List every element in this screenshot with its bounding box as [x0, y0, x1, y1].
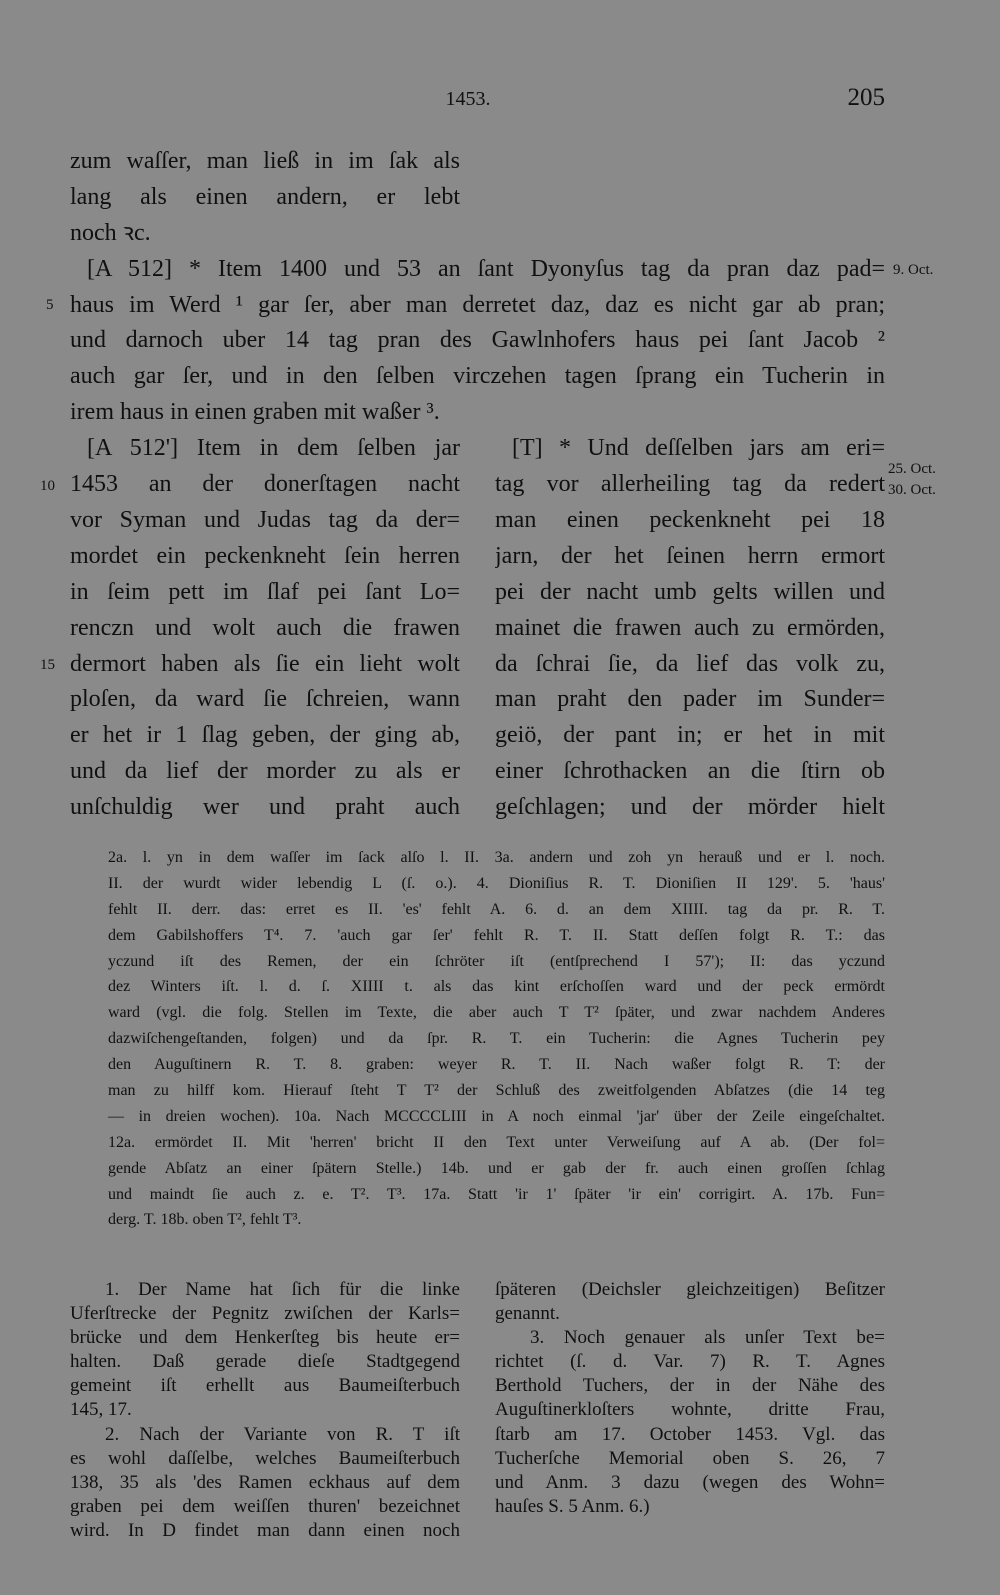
main-text-left-column	[70, 431, 460, 826]
variant-line: 2a. l. yn in dem waſſer im ſack alſo l. II. 3a. andern und zoh yn herauß und er l. noch.	[108, 849, 885, 866]
margin-date: 30. Oct.	[888, 482, 936, 498]
footnote-line: Auguſtinerkloſters wohnte, dritte Frau,	[495, 1399, 885, 1421]
line-number: 5	[46, 297, 54, 313]
main-text-line: 1453 an der donerſtagen nacht	[70, 471, 460, 498]
variant-line: und maindt ſie auch z. e. T². T³. 17a. Statt 'ir 1' ſpäter 'ir ein' corrigirt. A. 17b. Fun=	[108, 1185, 885, 1203]
main-text-line: [T] * Und deſſelben jars am eri=	[512, 435, 885, 462]
footnotes-left-column	[70, 1278, 460, 1543]
main-text-line: mainet die frawen auch zu ermörden,	[495, 614, 885, 641]
footnote-line: 145, 17.	[70, 1399, 132, 1421]
page-number: 205	[847, 84, 885, 111]
main-text-line: und darnoch uber 14 tag pran des Gawlnhofers haus pei ſant Jacob ²	[70, 327, 885, 354]
footnote-line: hauſes S. 5 Anm. 6.)	[495, 1495, 650, 1517]
variant-line: — in dreien wochen). 10a. Nach MCCCCLIII in A noch einmal 'jar' über der Zeile eingeſchaltet.	[108, 1107, 885, 1125]
variant-line: yczund iſt des Remen, der ein ſchröter iſt (entſprechend I 57'); II: das yczund	[108, 952, 885, 970]
variant-line: fehlt II. derr. das: erret es II. 'es' fehlt A. 6. d. an dem XIIII. tag da pr. R. T.	[108, 900, 885, 918]
footnote-line: graben pei dem weiſſen thuren' bezeichnet	[70, 1495, 460, 1517]
main-text-line: und da lief der morder zu als er	[70, 758, 460, 785]
footnote-line: ſtarb am 17. October 1453. Vgl. das	[495, 1423, 885, 1445]
margin-date: 9. Oct.	[893, 262, 934, 278]
main-text-full-width-block	[70, 252, 885, 431]
main-text-line: man einen peckenkneht pei 18	[495, 506, 885, 533]
main-text-line: lang als einen andern, er lebt	[70, 183, 460, 210]
footnote-line: Uferſtrecke der Pegnitz zwiſchen der Karls=	[70, 1303, 460, 1325]
footnote-line: 3. Noch genauer als unſer Text be=	[530, 1327, 885, 1349]
footnote-line: 1. Der Name hat ſich für die linke	[105, 1279, 460, 1300]
main-text-line: noch ꝛc.	[70, 219, 151, 246]
footnote-line: und Anm. 3 dazu (wegen des Wohn=	[495, 1471, 885, 1493]
main-text-line: irem haus in einen graben mit waßer ³.	[70, 399, 440, 426]
main-text-line: geiö, der pant in; er het in mit	[495, 722, 885, 749]
variant-line: 12a. ermördet II. Mit 'herren' bricht II den Text unter Verweiſung auf A ab. (Der fol=	[108, 1133, 885, 1151]
variant-apparatus	[108, 845, 885, 1233]
variant-line: dem Gabilshoffers T⁴. 7. 'auch gar ſer' fehlt R. T. II. Statt deſſen folgt R. T.: das	[108, 926, 885, 944]
main-text-line: haus im Werd ¹ gar ſer, aber man derretet daz, daz es nicht gar ab pran;	[70, 291, 885, 318]
main-text-line: tag vor allerheiling tag da redert	[495, 471, 885, 498]
line-number: 15	[40, 657, 55, 673]
footnote-line: es wohl daſſelbe, welches Baumeiſterbuch	[70, 1447, 460, 1469]
main-text-line: [A 512'] Item in dem ſelben jar	[87, 435, 460, 462]
main-text-line: geſchlagen; und der mörder hielt	[495, 794, 885, 821]
variant-line: ward (vgl. die folg. Stellen im Texte, die aber auch T T² ſpäter, und zwar nachdem Anderes	[108, 1004, 885, 1022]
footnote-line: ſpäteren (Deichsler gleichzeitigen) Beſitzer	[495, 1279, 885, 1300]
variant-line: derg. T. 18b. oben T², fehlt T³.	[108, 1211, 302, 1229]
running-head-year: 1453.	[445, 88, 491, 110]
main-text-line: unſchuldig wer und praht auch	[70, 794, 460, 821]
footnote-line: genannt.	[495, 1303, 560, 1325]
main-text-line: pei der nacht umb gelts willen und	[495, 578, 885, 605]
main-text-line: renczn und wolt auch die frawen	[70, 614, 460, 641]
variant-line: II. der wurdt wider lebendig L (ſ. o.). 4. Dioniſius R. T. Dioniſien II 129'. 5. 'haus'	[108, 874, 885, 892]
footnote-line: 2. Nach der Variante von R. T iſt	[105, 1423, 460, 1445]
main-text-line: [A 512] * Item 1400 und 53 an ſant Dyonyſus tag da pran daz pad=	[87, 255, 885, 282]
footnotes-right-column	[495, 1278, 885, 1519]
main-text-right-column	[495, 431, 885, 826]
main-text-top-block	[70, 144, 460, 252]
margin-date: 25. Oct.	[888, 461, 936, 477]
main-text-line: auch gar ſer, und in den ſelben virczehen tagen ſprang ein Tucherin in	[70, 363, 885, 390]
variant-line: gende Abſatz an einer ſpätern Stelle.) 14b. und er gab der fr. auch einen groſſen ſchlag	[108, 1159, 885, 1177]
main-text-line: ploſen, da ward ſie ſchreien, wann	[70, 686, 460, 713]
main-text-line: man praht den pader im Sunder=	[495, 686, 885, 713]
line-number: 10	[40, 478, 55, 494]
main-text-line: dermort haben als ſie ein lieht wolt	[70, 650, 460, 677]
main-text-line: in ſeim pett im ſlaf pei ſant Lo=	[70, 578, 460, 605]
footnote-line: Berthold Tuchers, der in der Nähe des	[495, 1375, 885, 1397]
footnote-line: wird. In D findet man dann einen noch	[70, 1519, 460, 1541]
footnote-line: gemeint iſt erhellt aus Baumeiſterbuch	[70, 1375, 460, 1397]
footnote-line: Tucherſche Memorial oben S. 26, 7	[495, 1447, 885, 1469]
footnote-line: brücke und dem Henkerſteg bis heute er=	[70, 1327, 460, 1349]
main-text-line: mordet ein peckenkneht ſein herren	[70, 542, 460, 569]
footnote-line: 138, 35 als 'des Ramen eckhaus auf dem	[70, 1471, 460, 1493]
main-text-line: er het ir 1 ſlag geben, der ging ab,	[70, 722, 460, 749]
footnote-line: richtet (ſ. d. Var. 7) R. T. Agnes	[495, 1351, 885, 1373]
main-text-line: da ſchrai ſie, da lief das volk zu,	[495, 650, 885, 677]
main-text-line: zum waſſer, man ließ in im ſak als	[70, 148, 460, 174]
footnote-line: halten. Daß gerade dieſe Stadtgegend	[70, 1351, 460, 1373]
variant-line: man zu hilff kom. Hierauf ſteht T T² der Schluß des zweitfolgenden Abſatzes (die 14 teg	[108, 1082, 885, 1100]
variant-line: den Auguſtinern R. T. 8. graben: weyer R. T. II. Nach waßer folgt R. T: der	[108, 1056, 885, 1074]
main-text-line: jarn, der het ſeinen herrn ermort	[495, 542, 885, 569]
main-text-line: vor Syman und Judas tag da der=	[70, 506, 460, 533]
main-text-line: einer ſchrothacken an die ſtirn ob	[495, 758, 885, 785]
variant-line: dez Winters iſt. l. d. ſ. XIIII t. als das kint erſchoſſen ward und der peck ermördt	[108, 978, 885, 996]
variant-line: dazwiſchengeſtanden, folgen) und da ſpr. R. T. ein Tucherin: die Agnes Tucherin pey	[108, 1030, 885, 1048]
